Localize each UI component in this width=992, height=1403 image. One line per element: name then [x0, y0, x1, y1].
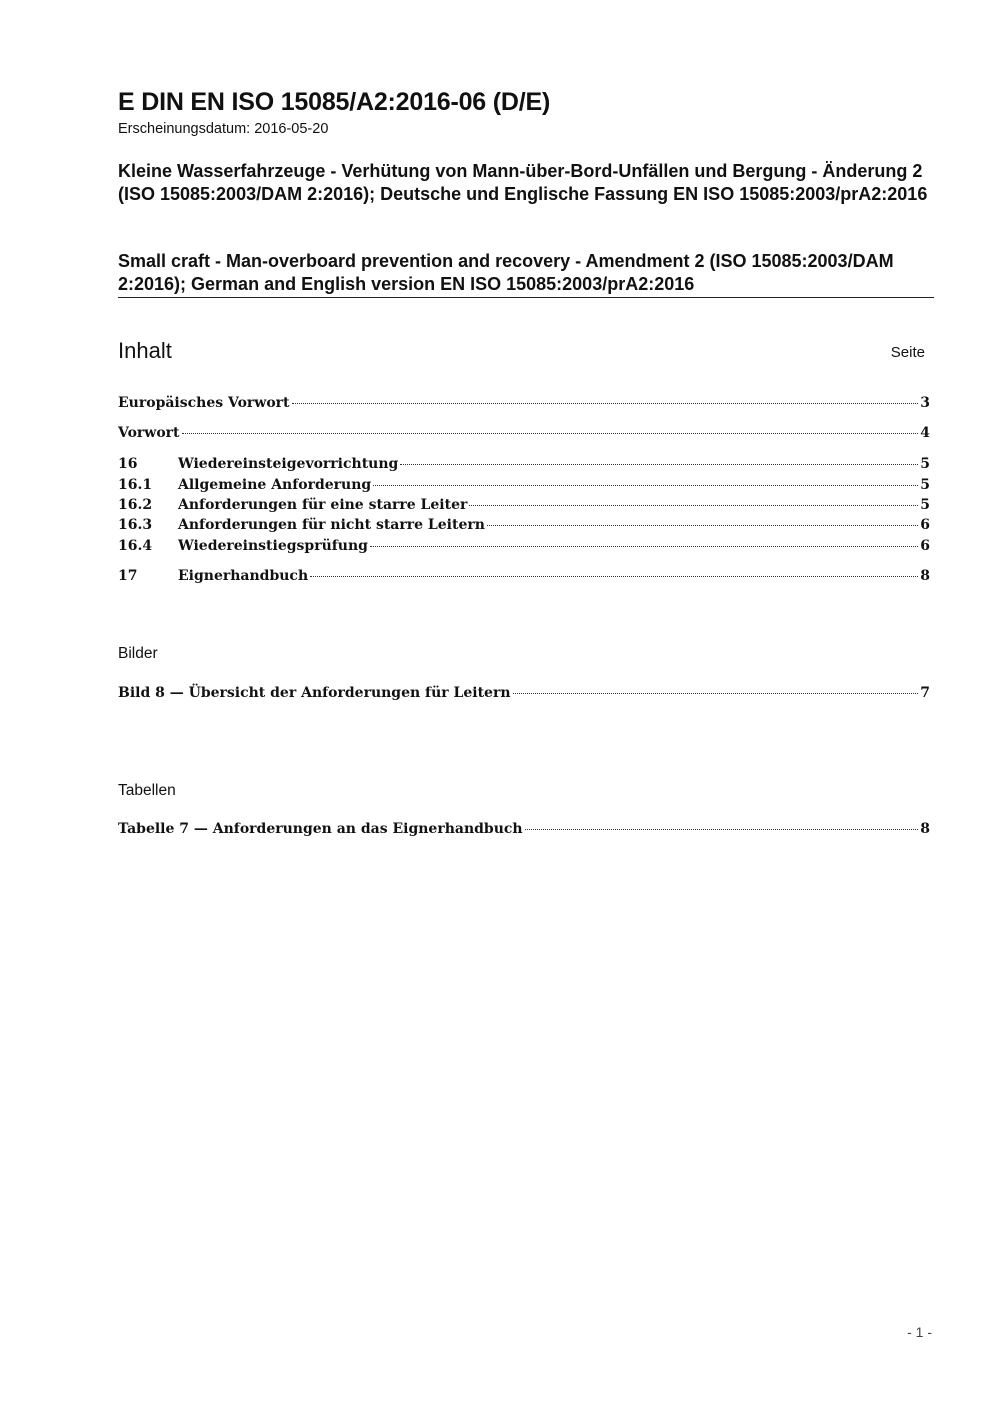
toc-entry-title: Anforderungen für eine starre Leiter [178, 497, 468, 513]
tables-heading: Tabellen [118, 782, 176, 799]
toc-entry-page: 8 [920, 568, 930, 584]
toc-entry-page: 6 [920, 538, 930, 554]
toc-entry-number: 16.2 [118, 497, 153, 513]
toc-entry-page: 6 [920, 517, 930, 533]
figures-heading: Bilder [118, 645, 158, 662]
figure-entry-title: Bild 8 — Übersicht der Anforderungen für Leitern [118, 685, 511, 701]
toc-leader [469, 505, 918, 506]
toc-heading: Inhalt [118, 338, 172, 363]
toc-entry-number: 16 [118, 456, 138, 472]
toc-leader [400, 464, 918, 465]
table-entry-title: Tabelle 7 — Anforderungen an das Eignerhandbuch [118, 821, 523, 837]
toc-leader [310, 576, 918, 577]
toc-entry-title: Wiedereinstiegsprüfung [178, 538, 368, 554]
toc-entry[interactable] [118, 497, 930, 517]
toc-entry-page: 3 [920, 395, 930, 411]
toc-leader [370, 546, 918, 547]
toc-leader [292, 403, 919, 404]
toc-entry-number: 16.1 [118, 477, 153, 493]
toc-leader [487, 525, 918, 526]
toc-entry-title: Europäisches Vorwort [118, 395, 290, 411]
toc-entry-title: Wiedereinsteigevorrichtung [178, 456, 399, 472]
english-title: Small craft - Man-overboard prevention and recovery - Amendment 2 (ISO 15085:2003/DAM 2:2016); German and English version EN ISO 15085:2003/prA2:2016 [118, 251, 894, 294]
toc-entry[interactable] [118, 568, 930, 588]
toc-entry-title: Allgemeine Anforderung [178, 477, 372, 493]
toc-entry-title: Vorwort [118, 425, 180, 441]
figure-entry[interactable] [118, 685, 930, 705]
document-id: E DIN EN ISO 15085/A2:2016-06 (D/E) [118, 88, 551, 116]
toc-entry-page: 5 [920, 456, 930, 472]
toc-entry-page: 4 [920, 425, 930, 441]
toc-entry[interactable] [118, 456, 930, 476]
page-column-label: Seite [890, 344, 925, 361]
toc-leader [373, 485, 918, 486]
table-entry[interactable] [118, 821, 930, 841]
toc-entry[interactable] [118, 517, 930, 537]
table-entry-page: 8 [920, 821, 930, 837]
toc-leader [513, 693, 919, 694]
toc-leader [525, 829, 919, 830]
title-divider [118, 297, 934, 298]
toc-entry-number: 17 [118, 568, 138, 584]
toc-entry-number: 16.3 [118, 517, 153, 533]
page-number: - 1 - [907, 1324, 932, 1340]
toc-entry-title: Anforderungen für nicht starre Leitern [178, 517, 485, 533]
toc-entry-number: 16.4 [118, 538, 153, 554]
toc-entry-title: Eignerhandbuch [178, 568, 309, 584]
toc-entry-page: 5 [920, 497, 930, 513]
figure-entry-page: 7 [920, 685, 930, 701]
toc-leader [182, 433, 919, 434]
toc-entry-page: 5 [920, 477, 930, 493]
toc-entry[interactable] [118, 538, 930, 558]
toc-entry[interactable] [118, 425, 930, 445]
publication-date: Erscheinungsdatum: 2016-05-20 [118, 121, 329, 137]
german-title: Kleine Wasserfahrzeuge - Verhütung von Mann-über-Bord-Unfällen und Bergung - Änderung 2 (ISO 15085:2003/DAM 2:2016); Deutsche und Englische Fassung EN ISO 15085:2003/prA2:2016 [118, 161, 928, 204]
toc-entry[interactable] [118, 395, 930, 415]
toc-entry[interactable] [118, 477, 930, 497]
